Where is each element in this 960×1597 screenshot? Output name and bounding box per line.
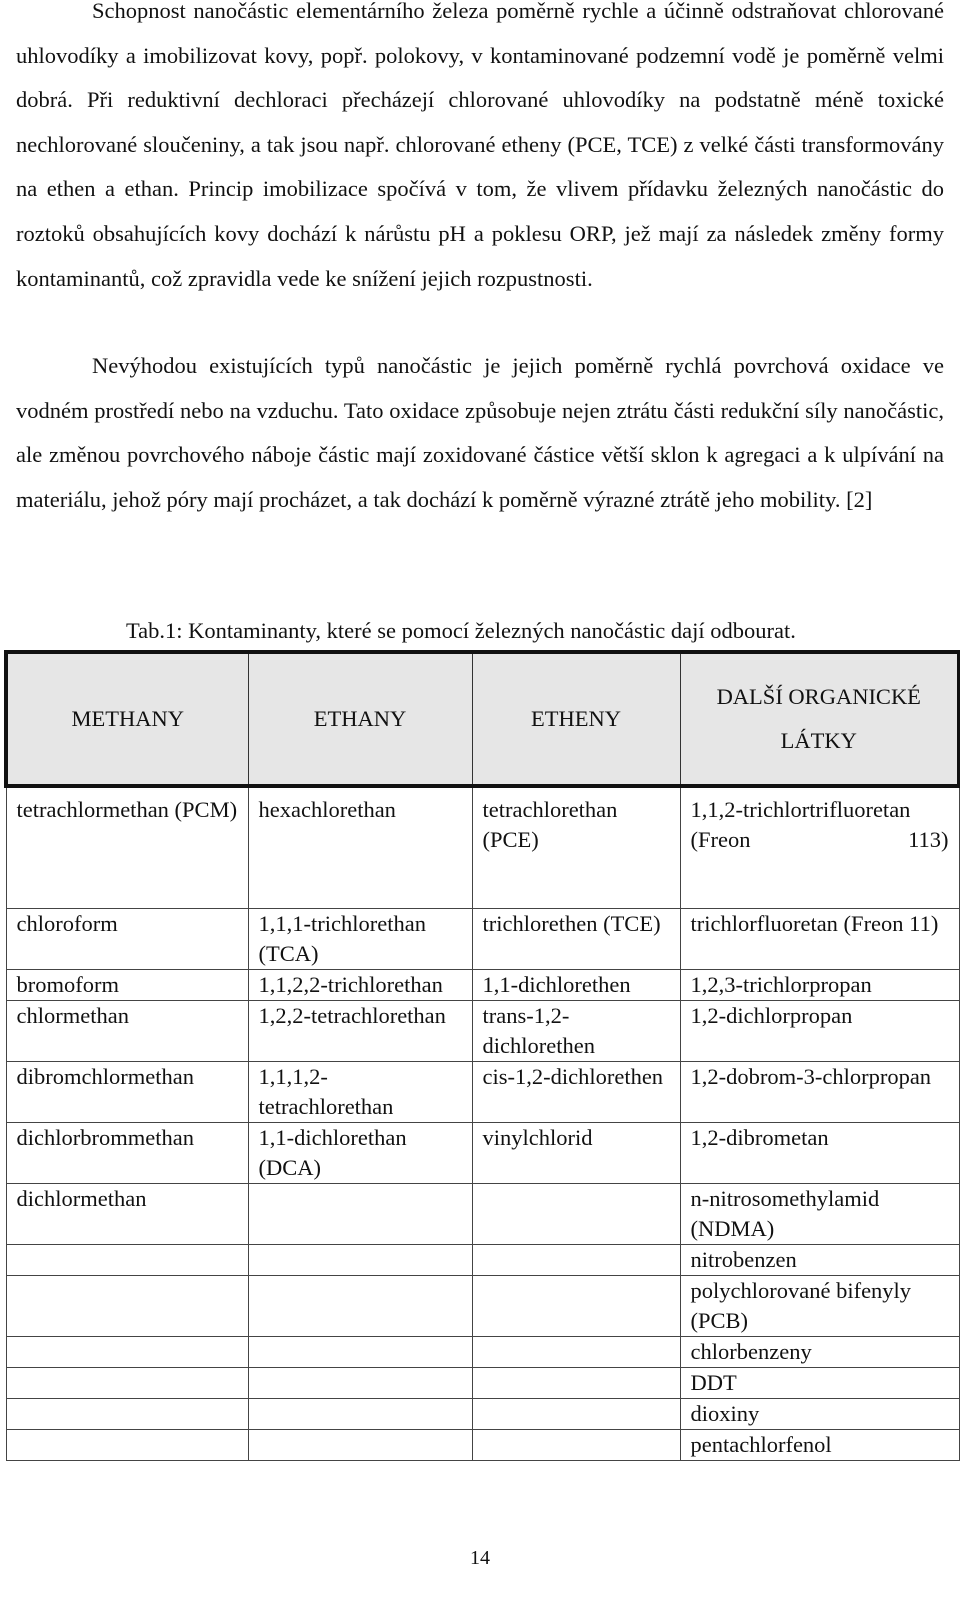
table-cell: trans-1,2-dichlorethen: [472, 1001, 680, 1062]
header-ethany: ETHANY: [248, 652, 472, 786]
table-cell: DDT: [680, 1368, 959, 1399]
table-cell: [248, 1276, 472, 1337]
table-row: [6, 1001, 959, 1062]
freon-word: (Freon: [690, 827, 751, 852]
table-cell: [472, 1430, 680, 1461]
table-cell: [248, 1337, 472, 1368]
table-cell: 1,2,2-tetrachlorethan: [248, 1001, 472, 1062]
paragraph-2: Nevýhodou existujících typů nanočástic je jejich poměrně rychlá povrchová oxidace ve vodném prostředí nebo na vzduchu. Tato oxidace způsobuje nejen ztrátu části redukční síly nanočástic, ale změnou povrchového náboje částic mají zoxidované částice větší sklon k agregaci a k ulpívání na materiálu, jehož póry mají procházet, a tak dochází k poměrně výrazné ztrátě jeho mobility. [2]: [16, 353, 944, 512]
table-caption: Tab.1: Kontaminanty, které se pomocí železných nanočástic dají odbourat.: [126, 618, 796, 643]
table-cell: nitrobenzen: [680, 1245, 959, 1276]
table-cell: cis-1,2-dichlorethen: [472, 1062, 680, 1123]
header-etheny: ETHENY: [472, 652, 680, 786]
table-cell: pentachlorfenol: [680, 1430, 959, 1461]
table-row: [6, 1430, 959, 1461]
table-cell: dichlorbrommethan: [6, 1123, 248, 1184]
table-cell: 1,2,3-trichlorpropan: [680, 970, 959, 1001]
table-cell: trichlorethen (TCE): [472, 909, 680, 970]
table-cell: [6, 1430, 248, 1461]
table-cell: 1,1-dichlorethan (DCA): [248, 1123, 472, 1184]
table-row: [6, 1399, 959, 1430]
table-cell: [472, 1368, 680, 1399]
table-row: [6, 1123, 959, 1184]
table-cell: tetrachlorethan (PCE): [472, 786, 680, 909]
table-cell: polychlorované bifenyly (PCB): [680, 1276, 959, 1337]
table-cell: 1,1,2,2-trichlorethan: [248, 970, 472, 1001]
table-cell: dichlormethan: [6, 1184, 248, 1245]
table-cell: bromoform: [6, 970, 248, 1001]
table-cell: 1,1,1,2-tetrachlorethan: [248, 1062, 472, 1123]
table-row: [6, 970, 959, 1001]
table-cell: [472, 1184, 680, 1245]
table-cell: [472, 1337, 680, 1368]
table-row: [6, 1062, 959, 1123]
table-row: [6, 1245, 959, 1276]
table-cell: chloroform: [6, 909, 248, 970]
table-cell: [248, 1368, 472, 1399]
table-cell: vinylchlorid: [472, 1123, 680, 1184]
table-cell: [248, 1430, 472, 1461]
cell-text: 1,1,2-trichlortrifluoretan: [690, 797, 911, 822]
table-cell: [6, 1245, 248, 1276]
table-cell: trichlorfluoretan (Freon 11): [680, 909, 959, 970]
table-cell: 1,2-dobrom-3-chlorpropan: [680, 1062, 959, 1123]
table-cell: [6, 1368, 248, 1399]
freon-113-line: [691, 825, 949, 855]
table-cell: 1,1,1-trichlorethan (TCA): [248, 909, 472, 970]
table-cell: tetrachlormethan (PCM): [6, 786, 248, 909]
table-cell: [6, 1337, 248, 1368]
table-cell: [6, 1276, 248, 1337]
table-cell: dioxiny: [680, 1399, 959, 1430]
table-cell: 1,1-dichlorethen: [472, 970, 680, 1001]
table-cell: n-nitrosomethylamid (NDMA): [680, 1184, 959, 1245]
table-cell: [472, 1276, 680, 1337]
table-cell: [248, 1245, 472, 1276]
table-row: [6, 1276, 959, 1337]
table-cell: [6, 1399, 248, 1430]
table-row: [6, 1184, 959, 1245]
table-row: [6, 909, 959, 970]
table-header-row: [6, 652, 959, 786]
table-row: [6, 1368, 959, 1399]
table-row: [6, 786, 959, 909]
table-cell: [248, 1184, 472, 1245]
table-cell: [248, 1399, 472, 1430]
table-cell: 1,2-dibrometan: [680, 1123, 959, 1184]
paragraph-1: Schopnost nanočástic elementárního železa poměrně rychle a účinně odstraňovat chlorované uhlovodíky a imobilizovat kovy, popř. polokovy, v kontaminované podzemní vodě je poměrně velmi dobrá. Při reduktivní dechloraci přecházejí chlorované uhlovodíky na podstatně méně toxické nechlorované sloučeniny, a tak jsou např. chlorované etheny (PCE, TCE) z velké části transformovány na ethen a ethan. Princip imobilizace spočívá v tom, že vlivem přídavku železných nanočástic do roztoků obsahujících kovy dochází k nárůstu pH a poklesu ORP, jež mají za následek změny formy kontaminantů, což zpravidla vede ke snížení jejich rozpustnosti.: [16, 0, 944, 291]
table-cell: [680, 786, 959, 909]
table-cell: 1,2-dichlorpropan: [680, 1001, 959, 1062]
header-methany: METHANY: [6, 652, 248, 786]
table-cell: [472, 1399, 680, 1430]
contaminants-table: [4, 650, 960, 1461]
freon-number: 113): [908, 827, 949, 852]
table-cell: [472, 1245, 680, 1276]
table-cell: hexachlorethan: [248, 786, 472, 909]
header-dalsi-organicke-latky: DALŠÍ ORGANICKÉ LÁTKY: [680, 652, 959, 786]
table-cell: chlormethan: [6, 1001, 248, 1062]
table-row: [6, 1337, 959, 1368]
table-cell: dibromchlormethan: [6, 1062, 248, 1123]
table-cell: chlorbenzeny: [680, 1337, 959, 1368]
page-number: 14: [470, 1547, 490, 1569]
